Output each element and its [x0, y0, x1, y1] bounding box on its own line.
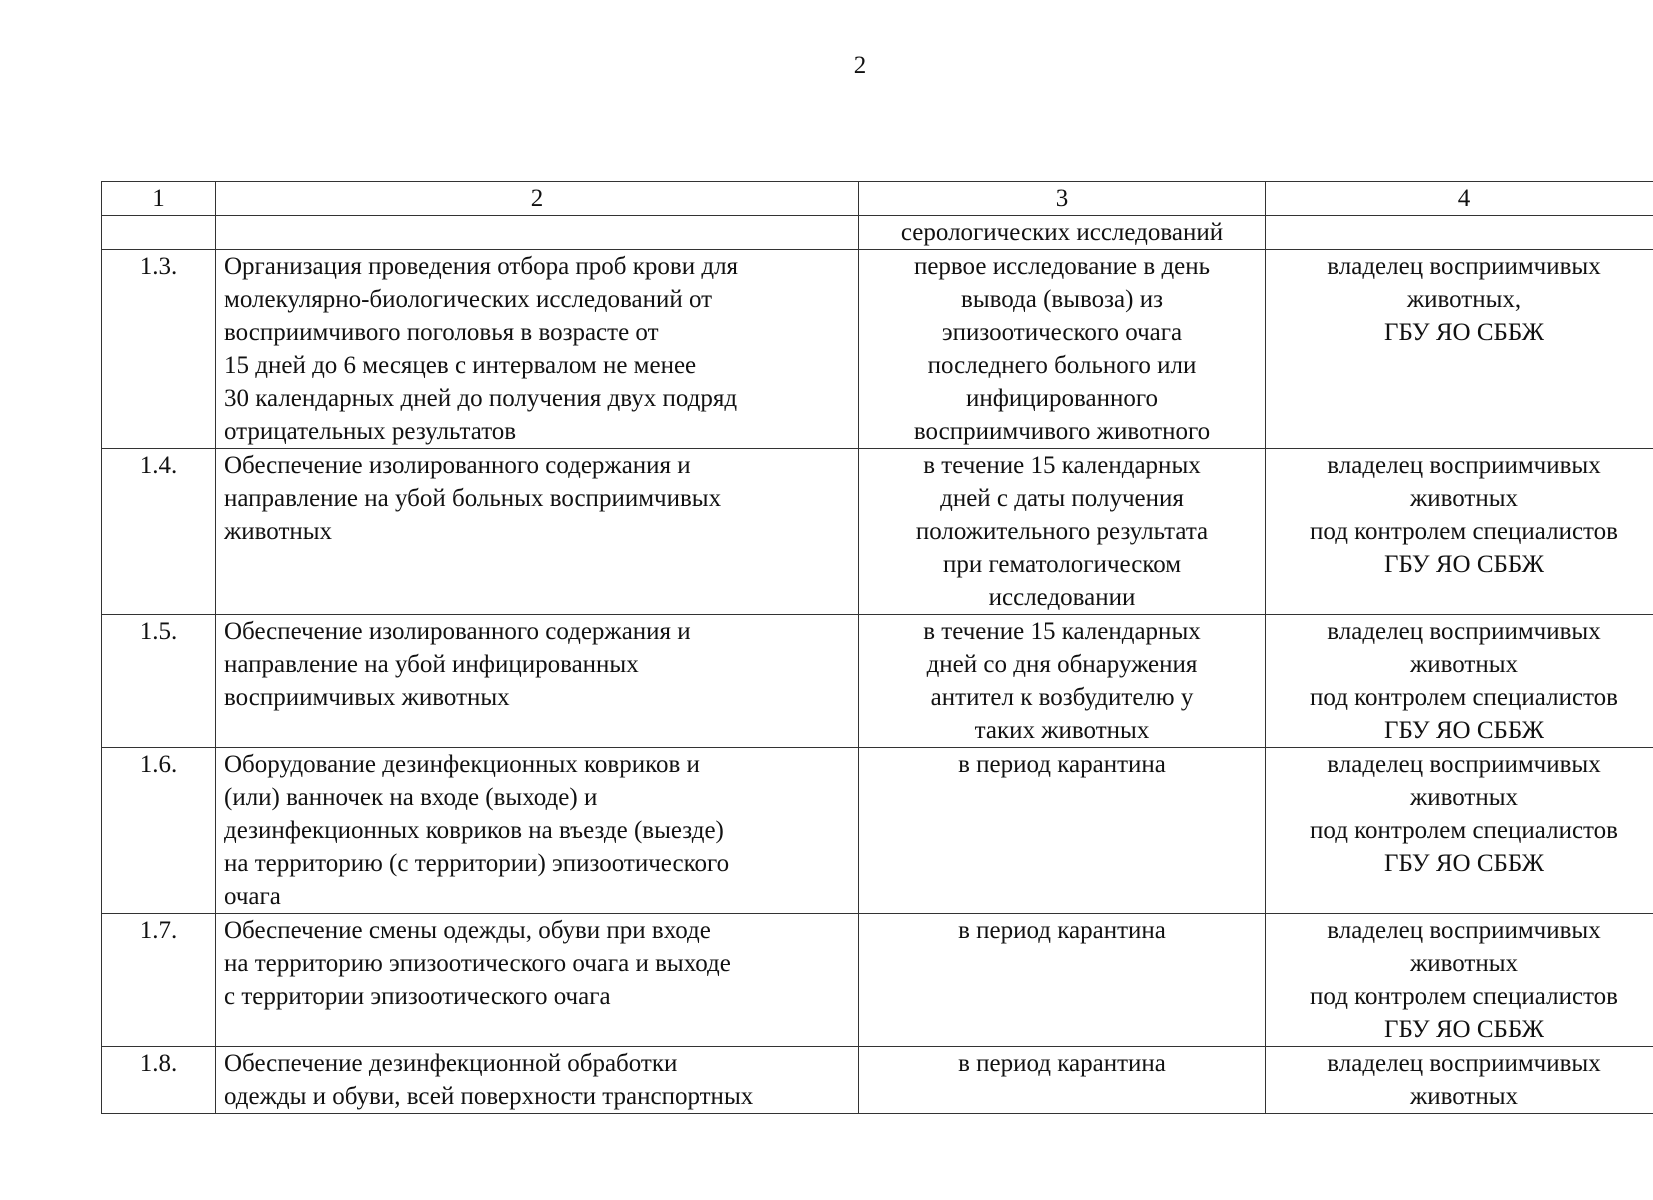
row-measure: [216, 748, 859, 914]
cell-line: в период карантина: [958, 751, 1166, 778]
cell-line: антител к возбудителю у: [930, 684, 1194, 711]
measures-table: [101, 181, 1653, 1114]
cell-line: животных: [1409, 950, 1519, 977]
cell-line: животных: [1409, 784, 1519, 811]
cell-line: животных: [1409, 651, 1519, 678]
cell-line: направление на убой больных восприимчивых: [224, 485, 722, 512]
cell-line: на территорию (с территории) эпизоотического: [224, 850, 730, 877]
row-responsible: [1266, 748, 1653, 914]
continuation-col-4: [1266, 216, 1653, 250]
row-number: 1.5.: [102, 615, 216, 748]
cell-line: в период карантина: [958, 1050, 1166, 1077]
cell-line: молекулярно-биологических исследований от: [224, 286, 713, 313]
header-col-2: 2: [216, 182, 859, 216]
table-row: [102, 1047, 1653, 1114]
cell-line: под контролем специалистов: [1310, 518, 1618, 545]
cell-line: ГБУ ЯО СББЖ: [1383, 850, 1545, 877]
row-responsible: [1266, 914, 1653, 1047]
row-responsible: [1266, 449, 1653, 615]
row-responsible: [1266, 250, 1653, 449]
cell-line: (или) ванночек на входе (выходе) и: [224, 784, 598, 811]
continuation-col-3: [859, 216, 1266, 250]
cell-line: в течение 15 календарных: [923, 452, 1201, 479]
cell-line: дезинфекционных ковриков на въезде (выезде): [224, 817, 724, 844]
row-number: 1.3.: [102, 250, 216, 449]
continuation-col-2: [216, 216, 859, 250]
cell-line: Организация проведения отбора проб крови для: [224, 253, 739, 280]
table-row: [102, 748, 1653, 914]
cell-line: ГБУ ЯО СББЖ: [1383, 717, 1545, 744]
cell-line: владелец восприимчивых: [1327, 1050, 1601, 1077]
cell-line: в период карантина: [958, 917, 1166, 944]
row-measure: [216, 449, 859, 615]
cell-line: животных,: [1406, 286, 1522, 313]
cell-line: животных: [1409, 485, 1519, 512]
cell-line: ГБУ ЯО СББЖ: [1383, 551, 1545, 578]
cell-line: Обеспечение изолированного содержания и: [224, 618, 691, 645]
cell-line: одежды и обуви, всей поверхности транспортных: [224, 1083, 754, 1110]
cell-line: вывода (вывоза) из: [961, 286, 1163, 313]
cell-line: Оборудование дезинфекционных ковриков и: [224, 751, 700, 778]
cell-line: на территорию эпизоотического очага и выходе: [224, 950, 731, 977]
cell-line: в течение 15 календарных: [923, 618, 1201, 645]
cell-line: направление на убой инфицированных: [224, 651, 639, 678]
row-deadline: [859, 449, 1266, 615]
cell-line: положительного результата: [915, 518, 1209, 545]
table-row: [102, 250, 1653, 449]
table-row: [102, 615, 1653, 748]
cell-line: очага: [224, 883, 281, 910]
cell-line: владелец восприимчивых: [1327, 618, 1601, 645]
row-measure: [216, 914, 859, 1047]
cell-line: при гематологическом: [942, 551, 1182, 578]
cell-line: восприимчивого животного: [913, 418, 1211, 445]
cell-line: исследовании: [988, 584, 1136, 611]
row-measure: [216, 1047, 859, 1114]
cell-line: ГБУ ЯО СББЖ: [1383, 319, 1545, 346]
row-deadline: [859, 1047, 1266, 1114]
row-number: 1.6.: [102, 748, 216, 914]
cell-line: серологических исследований: [900, 219, 1224, 246]
cell-line: животных: [1409, 1083, 1519, 1110]
row-responsible: [1266, 615, 1653, 748]
cell-line: под контролем специалистов: [1310, 817, 1618, 844]
table-row: [102, 449, 1653, 615]
cell-line: таких животных: [974, 717, 1150, 744]
cell-line: дней со дня обнаружения: [926, 651, 1198, 678]
cell-line: ГБУ ЯО СББЖ: [1383, 1016, 1545, 1043]
cell-line: Обеспечение дезинфекционной обработки: [224, 1050, 678, 1077]
cell-line: с территории эпизоотического очага: [224, 983, 611, 1010]
cell-line: владелец восприимчивых: [1327, 253, 1601, 280]
cell-line: владелец восприимчивых: [1327, 452, 1601, 479]
cell-line: под контролем специалистов: [1310, 983, 1618, 1010]
row-measure: [216, 615, 859, 748]
cell-line: 15 дней до 6 месяцев с интервалом не менее: [224, 352, 697, 379]
cell-line: последнего больного или: [927, 352, 1197, 379]
cell-line: владелец восприимчивых: [1327, 917, 1601, 944]
cell-line: владелец восприимчивых: [1327, 751, 1601, 778]
row-deadline: [859, 748, 1266, 914]
cell-line: первое исследование в день: [913, 253, 1211, 280]
header-col-1: 1: [102, 182, 216, 216]
row-deadline: [859, 615, 1266, 748]
table-header-row: [102, 182, 1653, 216]
cell-line: животных: [224, 518, 333, 545]
continuation-row: [102, 216, 1653, 250]
row-number: 1.8.: [102, 1047, 216, 1114]
row-responsible: [1266, 1047, 1653, 1114]
cell-line: восприимчивых животных: [224, 684, 510, 711]
page-number: 2: [853, 52, 867, 79]
row-number: 1.4.: [102, 449, 216, 615]
table-row: [102, 914, 1653, 1047]
row-deadline: [859, 914, 1266, 1047]
cell-line: Обеспечение смены одежды, обуви при входе: [224, 917, 711, 944]
cell-line: 30 календарных дней до получения двух подряд: [224, 385, 738, 412]
cell-line: эпизоотического очага: [941, 319, 1183, 346]
header-col-3: 3: [859, 182, 1266, 216]
cell-line: отрицательных результатов: [224, 418, 517, 445]
row-measure: [216, 250, 859, 449]
cell-line: под контролем специалистов: [1310, 684, 1618, 711]
header-col-4: 4: [1266, 182, 1653, 216]
cell-line: восприимчивого поголовья в возрасте от: [224, 319, 659, 346]
cell-line: Обеспечение изолированного содержания и: [224, 452, 691, 479]
cell-line: дней с даты получения: [940, 485, 1184, 512]
row-number: 1.7.: [102, 914, 216, 1047]
row-deadline: [859, 250, 1266, 449]
cell-line: инфицированного: [965, 385, 1159, 412]
continuation-col-1: [102, 216, 216, 250]
